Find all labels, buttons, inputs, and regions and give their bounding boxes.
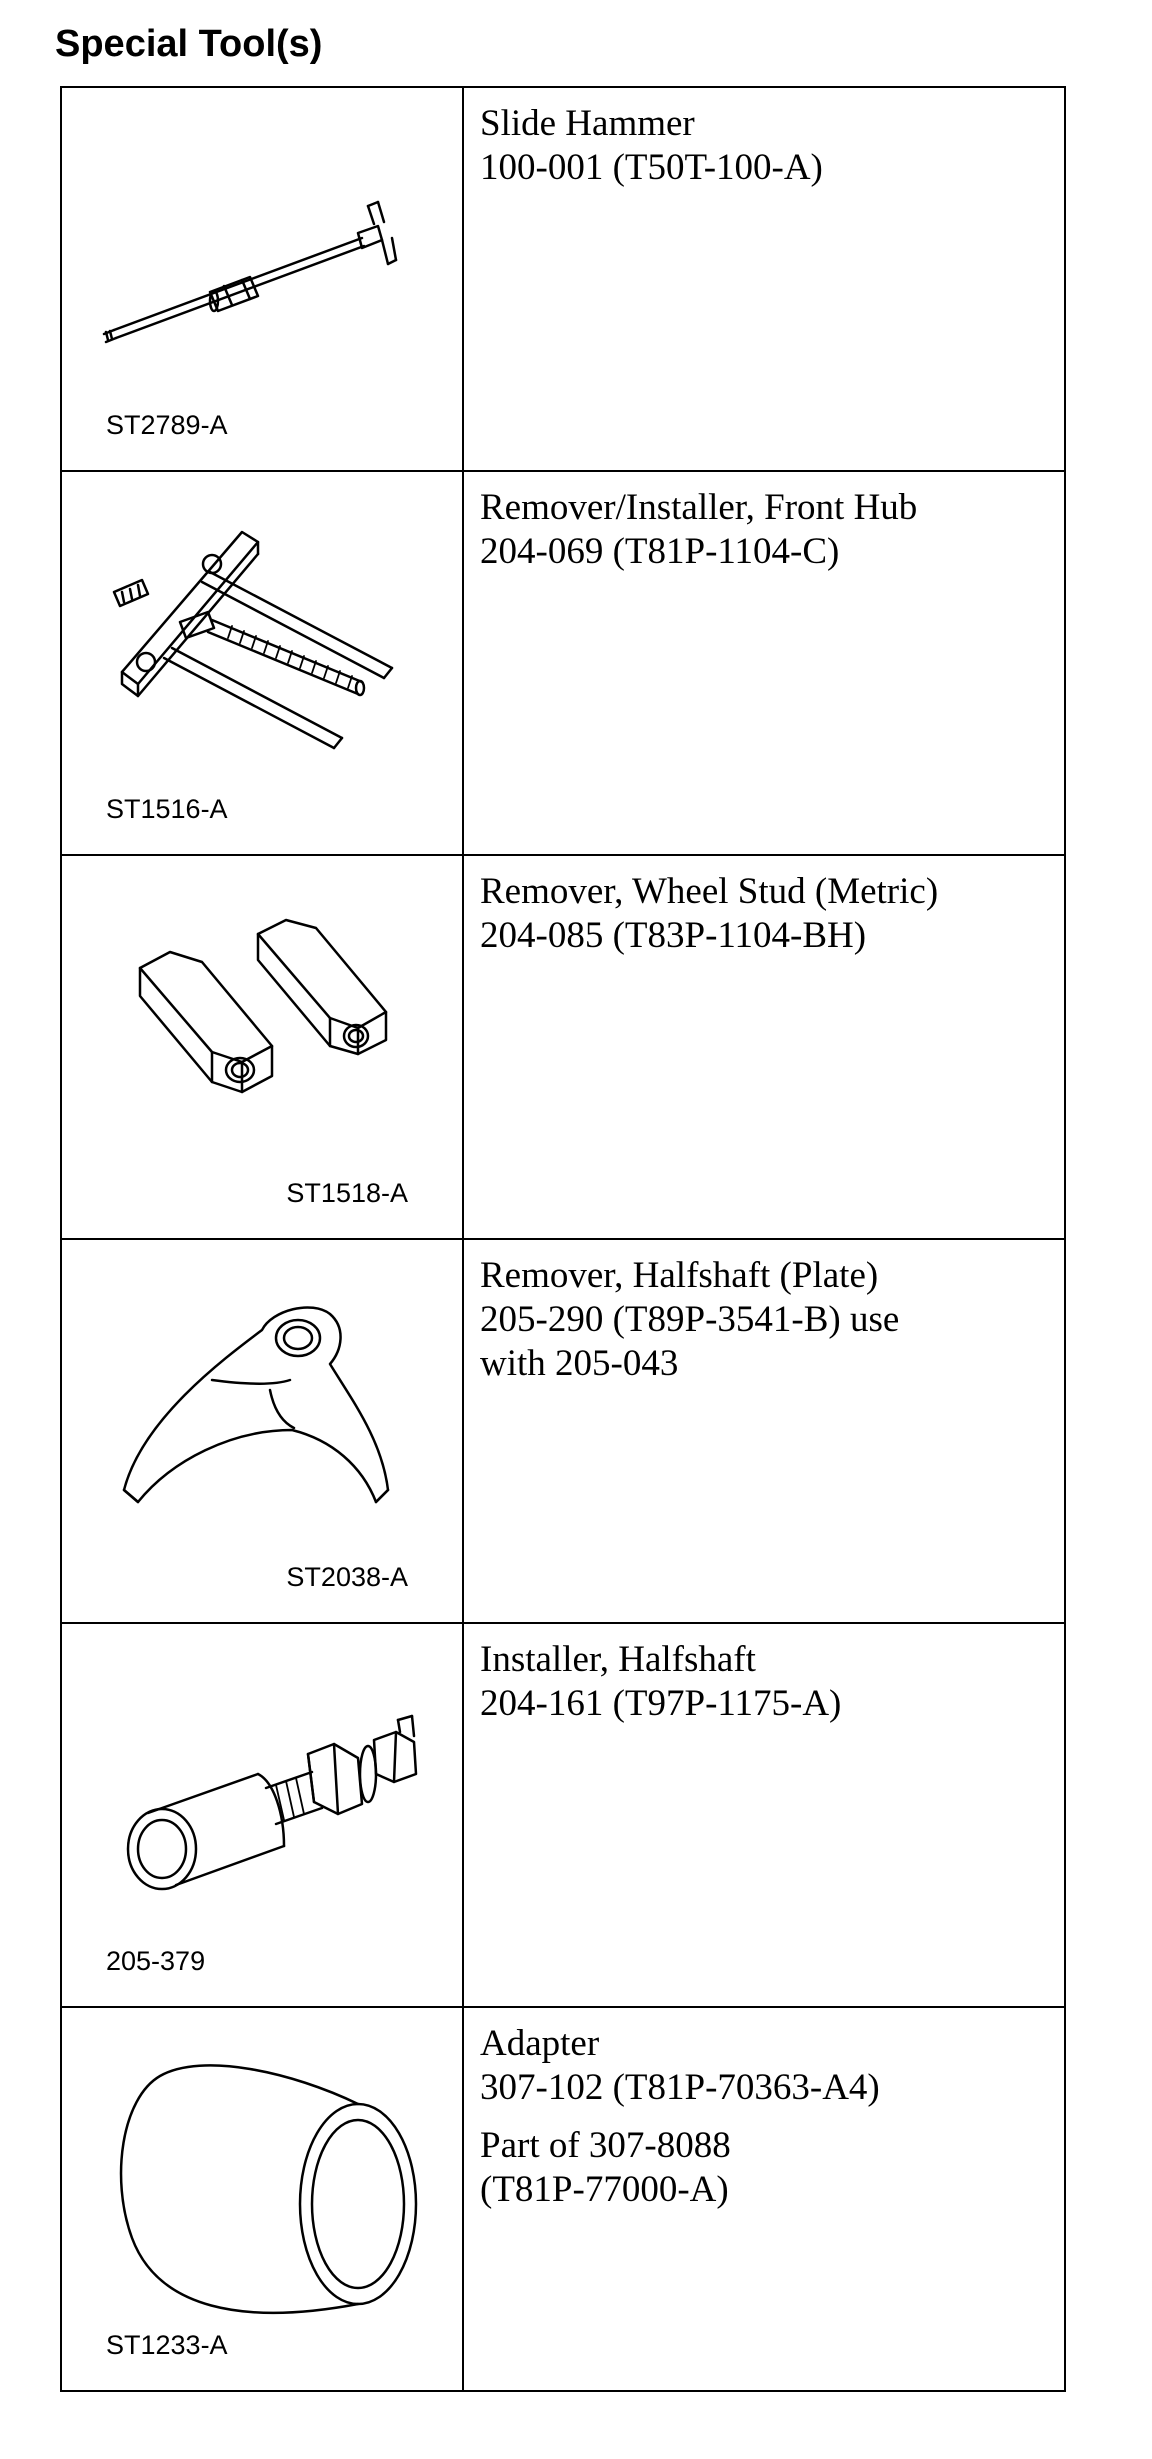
figure-id: ST1233-A [106,2330,228,2360]
tool-part-number: 204-085 (T83P-1104-BH) [480,915,867,956]
tool-part-number: 205-290 (T89P-3541-B) use [480,1299,900,1340]
figure-id: ST1518-A [286,1178,408,1208]
tool-name: Installer, Halfshaft [480,1639,756,1680]
tool-row-halfshaft-plate [61,1239,1065,1623]
page-title: Special Tool(s) [55,23,323,65]
tool-name: Remover, Wheel Stud (Metric) [480,871,939,912]
tool-image-cell [61,1239,463,1623]
tool-image-cell [61,2007,463,2391]
special-tools-table [60,86,1066,2392]
tool-usage-note: with 205-043 [480,1343,679,1384]
tool-part-number: 204-069 (T81P-1104-C) [480,531,840,572]
tool-kit-note: Part of 307-8088 [480,2125,731,2166]
tool-image-cell [61,1623,463,2007]
tool-image-cell [61,471,463,855]
tool-part-number: 100-001 (T50T-100-A) [480,147,823,188]
tool-description-cell [463,2007,1065,2391]
tool-part-number: 204-161 (T97P-1175-A) [480,1683,842,1724]
figure-id: 205-379 [106,1946,206,1976]
figure-id: ST1516-A [106,794,228,824]
tool-name: Adapter [480,2023,600,2064]
tool-part-number: 307-102 (T81P-70363-A4) [480,2067,880,2108]
tool-description-cell [463,855,1065,1239]
tool-row-front-hub [61,471,1065,855]
tool-row-halfshaft-installer [61,1623,1065,2007]
tool-image-cell [61,87,463,471]
tool-row-slide-hammer [61,87,1065,471]
tool-name: Remover, Halfshaft (Plate) [480,1255,879,1296]
tool-description-cell [463,471,1065,855]
tool-image-cell [61,855,463,1239]
tool-row-adapter [61,2007,1065,2391]
tool-row-wheel-stud [61,855,1065,1239]
figure-id: ST2038-A [286,1562,408,1592]
tool-name: Slide Hammer [480,103,695,144]
tool-description-cell [463,1239,1065,1623]
tool-name: Remover/Installer, Front Hub [480,487,918,528]
figure-id: ST2789-A [106,410,228,440]
tool-description-cell [463,87,1065,471]
tool-description-cell [463,1623,1065,2007]
tool-kit-number: (T81P-77000-A) [480,2169,729,2210]
